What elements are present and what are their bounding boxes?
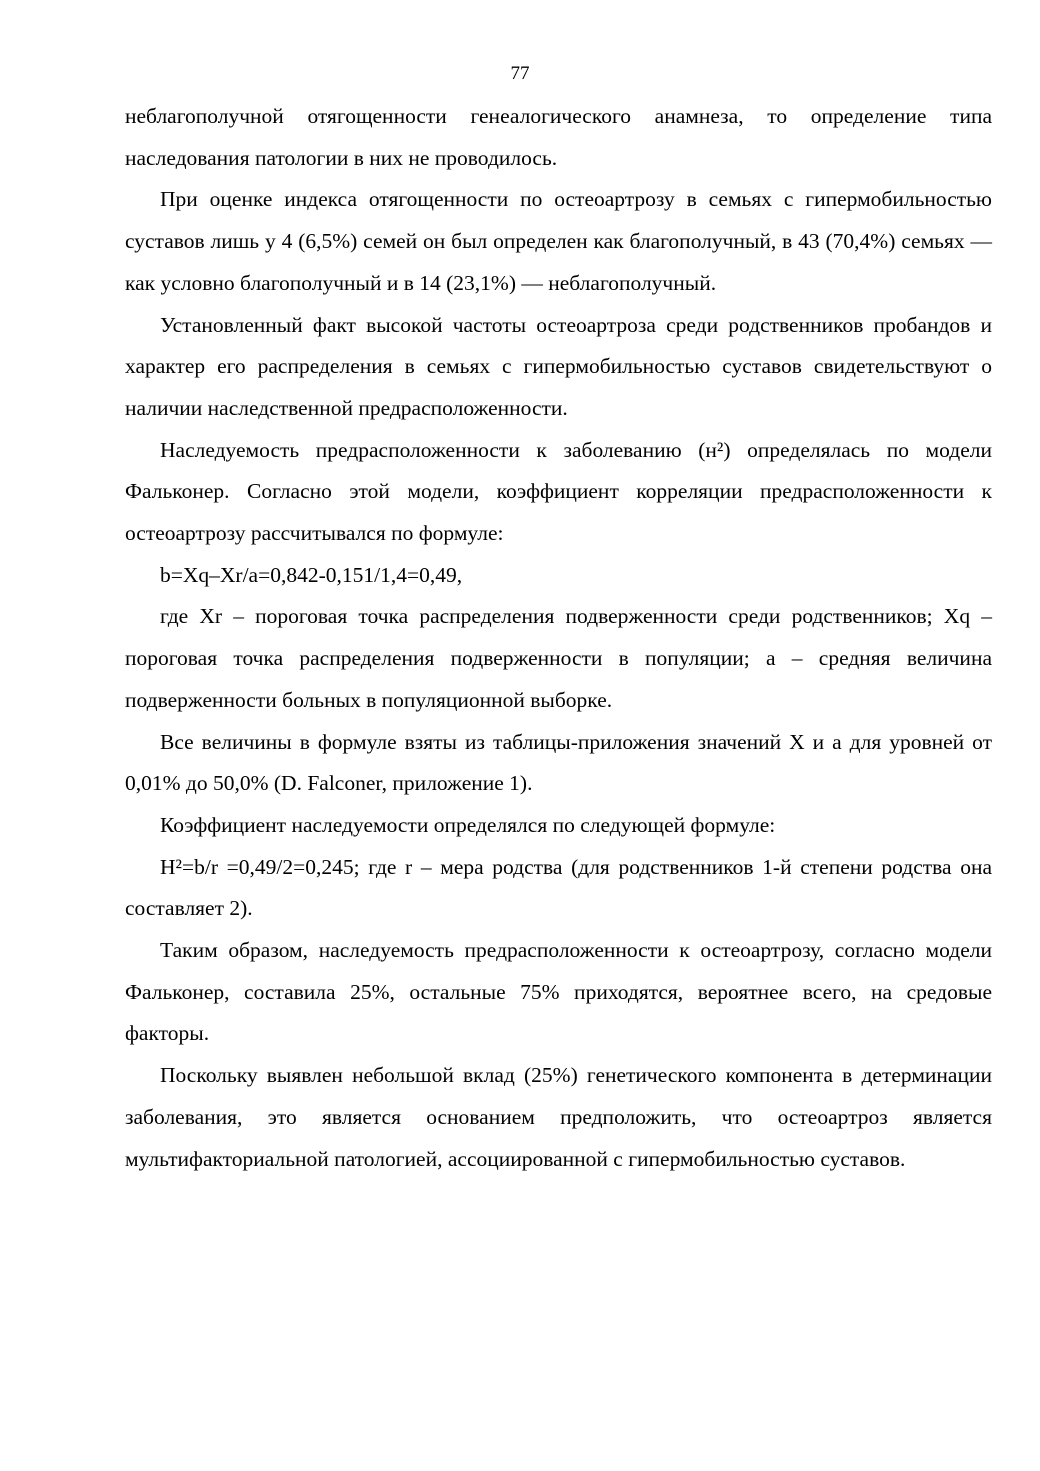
paragraph-osteoarthrosis-index: При оценке индекса отягощенности по остеоартрозу в семьях с гипермобильностью суставов лишь у 4 (6,5%) семей он был определен как благополучный, в 43 (70,4%) семьях — как условно благополучный и в 14 (23,1%) — неблагополучный. xyxy=(125,187,992,295)
paragraph-hereditary-predisposition: Установленный факт высокой частоты остеоартроза среди родственников пробандов и характер его распределения в семьях с гипермобильностью суставов свидетельствуют о наличии наследственной предрасположенности. xyxy=(125,312,992,420)
paragraph-heritability-conclusion: Таким образом, наследуемость предрасположенности к остеоартрозу, согласно модели Фальконер, составила 25%, остальные 75% приходятся, вероятнее всего, на средовые факторы. xyxy=(125,938,992,1046)
page-number: 77 xyxy=(510,63,530,84)
paragraph-falconer-model: Наследуемость предрасположенности к заболеванию (н²) определялась по модели Фальконер. Согласно этой модели, коэффициент корреляции предрасположенности к остеоартрозу рассчитывался по формуле: xyxy=(125,437,992,546)
formula-heritability: H²=b/r =0,49/2=0,245; где r – мера родства (для родственников 1-й степени родства она составляет 2). xyxy=(125,854,992,921)
paragraph-continuation: неблагополучной отягощенности генеалогического анамнеза, то определение типа наследования патологии в них не проводилось. xyxy=(125,104,992,170)
body-text xyxy=(125,96,992,1180)
paragraph-formula-definitions: где Xr – пороговая точка распределения подверженности среди родственников; Xq – пороговая точка распределения подверженности в популяции; а – средняя величина подверженности больных в популяционной выборке. xyxy=(125,604,992,712)
paragraph-formula-values-source: Все величины в формуле взяты из таблицы-приложения значений X и a для уровней от 0,01% до 50,0% (D. Falconer, приложение 1). xyxy=(125,729,992,796)
formula-correlation: b=Xq–Xr/a=0,842-0,151/1,4=0,49, xyxy=(160,562,463,587)
paragraph-final-conclusion: Поскольку выявлен небольшой вклад (25%) генетического компонента в детерминации заболевания, это является основанием предположить, что остеоартроз является мультифакториальной патологией, ассоциированной с гипермобильностью суставов. xyxy=(125,1063,992,1171)
paragraph-heritability-intro: Коэффициент наследуемости определялся по следующей формуле: xyxy=(160,812,776,837)
